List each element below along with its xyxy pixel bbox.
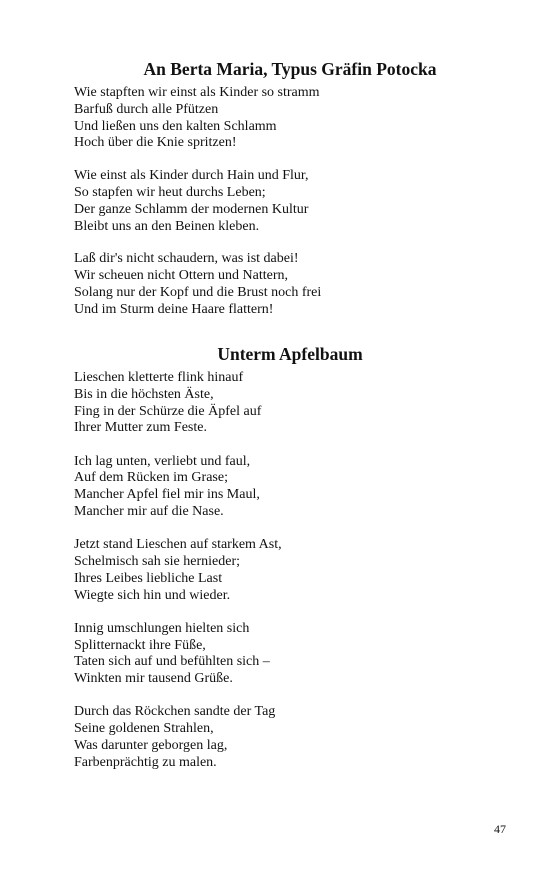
verse-line: Mancher mir auf die Nase. <box>74 503 224 519</box>
page-number: 47 <box>494 822 506 836</box>
poem-berta-maria <box>74 58 494 335</box>
verse-line: So stapfen wir heut durchs Leben; <box>74 184 266 200</box>
verse-line: Wir scheuen nicht Ottern und Nattern, <box>74 268 289 284</box>
verse-line: Solang nur der Kopf und die Brust noch frei <box>74 284 322 300</box>
verse-line: Was darunter geborgen lag, <box>74 737 228 753</box>
verse-line: Ich lag unten, verliebt und faul, <box>74 453 251 469</box>
verse-line: Und im Sturm deine Haare flattern! <box>74 301 274 317</box>
verse-line: Lieschen kletterte flink hinauf <box>74 370 244 385</box>
verse-line: Jetzt stand Lieschen auf starkem Ast, <box>74 537 282 553</box>
stanza <box>74 621 494 688</box>
verse-line: Innig umschlungen hielten sich <box>74 620 250 636</box>
verse-line: Der ganze Schlamm der modernen Kultur <box>74 201 309 217</box>
stanza <box>74 168 494 235</box>
poem-title: Unterm Apfelbaum <box>217 344 363 364</box>
verse-line: Fing in der Schürze die Äpfel auf <box>74 403 262 419</box>
verse-line: Auf dem Rücken im Grase; <box>74 470 228 486</box>
verse-line: Laß dir's nicht schaudern, was ist dabei! <box>74 251 299 267</box>
poem-unterm-apfelbaum <box>74 343 494 788</box>
verse-line: Hoch über die Knie spritzen! <box>74 135 237 151</box>
verse-line: Splitternackt ihre Füße, <box>74 637 206 653</box>
poem-title: An Berta Maria, Typus Gräfin Potocka <box>143 59 437 79</box>
stanza <box>74 85 494 152</box>
verse-line: Wie einst als Kinder durch Hain und Flur, <box>74 168 309 184</box>
verse-line: Winkten mir tausend Grüße. <box>74 671 233 687</box>
stanza <box>74 251 494 318</box>
verse-line: Bis in die höchsten Äste, <box>74 386 214 402</box>
stanza <box>74 454 494 521</box>
verse-line: Wie stapften wir einst als Kinder so stramm <box>74 85 320 100</box>
verse-line: Seine goldenen Strahlen, <box>74 721 214 737</box>
verse-line: Barfuß durch alle Pfützen <box>74 101 219 117</box>
verse-line: Ihrer Mutter zum Feste. <box>74 420 207 436</box>
stanza <box>74 370 494 437</box>
verse-line: Ihres Leibes liebliche Last <box>74 570 223 586</box>
verse-line: Mancher Apfel fiel mir ins Maul, <box>74 487 260 503</box>
verse-line: Durch das Röckchen sandte der Tag <box>74 704 276 720</box>
verse-line: Farbenprächtig zu malen. <box>74 754 217 770</box>
verse-line: Wiegte sich hin und wieder. <box>74 587 231 603</box>
verse-line: Schelmisch sah sie hernieder; <box>74 553 241 569</box>
stanza <box>74 704 494 771</box>
verse-line: Bleibt uns an den Beinen kleben. <box>74 218 260 234</box>
stanza <box>74 537 494 604</box>
verse-line: Taten sich auf und befühlten sich – <box>74 654 270 670</box>
verse-line: Und ließen uns den kalten Schlamm <box>74 118 277 134</box>
